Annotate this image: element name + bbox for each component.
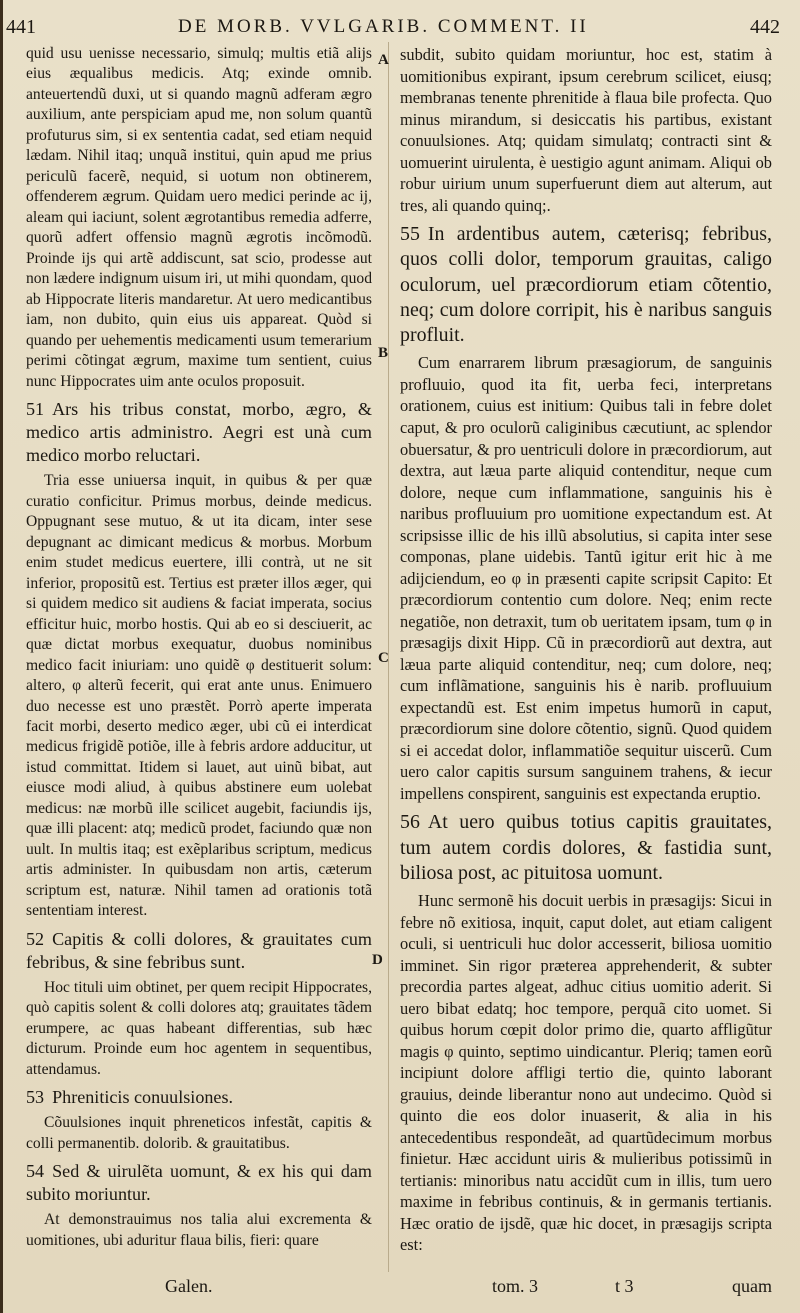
commentary-paragraph: Cõuulsiones inquit phreneticos infestãt, capitis & colli permanentib. dolorib. & grauitatibus. — [26, 1114, 372, 1152]
catchword-right: quam — [732, 1276, 772, 1296]
page-footer — [0, 1268, 800, 1308]
commentary-paragraph: Cum enarrarem librum præsagiorum, de sanguinis profluuio, quod ita fit, uerba feci, interpretans orationem, cuius est initium: Quibus tali in febre dolet caput, & pro oculorũ caliginibus cæcutiunt, ac splendor obuersatur, & pro uentriculi dolore in præcordiorum, aut dextra, aut læua parte aliquid contenditur, neque cum dolore, neque cum inflammatione, sanguinis his è naribus profluuium pro uomitione expectandum est. At scripsisse illic de his illũ absolutius, si capita inter sese componas, plane uidebis. Tantũ igitur erit hic à me adijciendum, eo φ in præsenti capite scripsit Capito: Et præcordiorum contentio cum dolore. Neq; enim recte negatiõe, non detraxit, tum ob ueritatem ipsam, tum φ in præsagijs dixit Hipp. Cũ in præcordiorũ aut dextra, aut læua parte aliquid contenditur, neq; cum dolore, neq; cum inflãmatione, sanguinis his è narib. profluuium expectandũ est. Est enim impetus humorũ in caput, præcordiorum sine dolore cõtentio, signũ. Quod quidem si ei accedat dolor, inflammatiõe sequitur uiscerũ. Cum uero calor capitis sursum sanguinem trahens, & iecur impellens conspirent, sanguinis est expectanda eruptio. — [400, 353, 772, 803]
aphorism-heading-55 — [400, 222, 772, 348]
commentary-paragraph: Tria esse uniuersa inquit, in quibus & per quæ curatio conficitur. Primus morbus, deinde medicus. Oppugnant sese mutuo, & ut ita dicam, inter sese depugnant ac dimicant medicus & morbus. Morbum enim studet medicus euertere, illi contrà, ut ne sit inferior, propositũ est. Tertius est præter illos æger, qui si quidem medico sit audiens & faciat imperata, socius efficitur huic, morbo hostis. Qui ab eo si desciuerit, ac quæ dictat morbus exequatur, duobus nominibus medico facit iniuriam: uno quidẽ φ destituerit solum: altero, φ alterũ fecerit, qui erat ante unus. Enimuero duo necesse est uno præstẽt. Porrò aperte imperata facit morbi, deserto medico æger, ubi cũ ei interdicat medicus frigidẽ potiõe, ille à febris ardore adducitur, ut istud committat. Itidem si lauet, aut uinũ bibat, aut eiusce modi aliud, à quibus abstinere eum uolebat medicus: næ morbũ ille scilicet augebit, faciundis ijs, quæ illi placent: atq; medicũ prodet, faciundo quæ non uult. In multis itaq; est exẽplaribus scriptum, medicus artis administer. In quibusdam non artis, cæterum scriptum est, naturæ. Nihil tamen ad orationis totã sententiam interest. — [26, 472, 372, 920]
aphorism-number: 52 — [26, 928, 45, 949]
commentary-paragraph: Hoc tituli uim obtinet, per quem recipit Hippocrates, quò capitis solent & colli dolores atq; grauitates tãdem erumpere, ac quas habeant differentias, sub hæc dicturum. Proinde eum hoc agentem in sequentibus, attendamus. — [26, 978, 372, 1078]
commentary-paragraph: Hunc sermonẽ his docuit uerbis in præsagijs: Sicui in febre nõ exitiosa, inquit, caput dolet, aut etiam caligent oculi, si uentriculi huc dolor accesserit, biliosa uomitio imminet. Sin rigor præterea apprehenderit, & subter precordia partes algeat, adhuc citius uomitio aderit. Si uero bibat edatq; hoc tempore, perquã cito uomet. Si quibus horum cœpit dolor primo die, quarto affligũtur magis φ quinto, septimo uindicantur. Pleriq; tamen eorũ incipiunt dolore affligi tertio die, quinto laborant grauius, deinde liberantur nono aut undecimo. Quòd si quinto die eos dolor inuaserit, & alia in his antecedentibus respondeãt, ad quartũdecimum morbus finietur. Hæc accidunt uiris & mulieribus potissimũ in tertianis: minoribus natu accidũt cum in illis, tum uero maxime in febribus continuis, & in germanis tertianis. Hæc oratio de ijsdẽ, quæ hic docet, in præsagijs scripta est: — [400, 891, 772, 1255]
aphorism-text: Phreniticis conuulsiones. — [52, 1087, 234, 1108]
commentary-paragraph: At demonstrauimus nos talia alui excrementa & uomitiones, ubi aduritur flaua bilis, fieri: quare — [26, 1211, 372, 1249]
aphorism-text: Sed & uirulẽta uomunt, & ex his qui dam subito moriuntur. — [26, 1161, 372, 1205]
margin-marker-a: A — [378, 52, 389, 68]
aphorism-number: 55 — [400, 223, 420, 246]
aphorism-number: 51 — [26, 399, 45, 420]
page-edge-shadow — [0, 0, 3, 1313]
right-column — [400, 44, 772, 1256]
aphorism-number: 54 — [26, 1161, 45, 1182]
running-title: DE MORB. VVLGARIB. COMMENT. II — [178, 16, 589, 37]
aphorism-number: 56 — [400, 811, 420, 834]
running-header — [0, 6, 800, 40]
margin-marker-b: B — [378, 345, 389, 361]
aphorism-text: Ars his tribus constat, morbo, ægro, & medico artis administro. Aegri est unà cum medico morbo reluctari. — [26, 399, 372, 466]
margin-marker-d: D — [372, 952, 383, 968]
paragraph-continuation: quid usu uenisse necessario, simulq; multis etiã alijs eius æqualibus medicis. Atq; exinde omnib. anteuertendũ duxi, ut si quando magnũ adferam ægro auxilium, ante perspiciam apud me, non solum quantũ profuturus sim, si ex sententia cadat, sed etiam nequid lædam. Nihil itaq; unquã institui, quin apud me prius periculũ facerẽ, nequid, si uotum non obtinerem, offenderem ægrum. Quidam uero medici perinde ac ij, aleam qui iaciunt, solent ægrotantibus remedia adferre, quorũ adfert offensio magnũ ægrotis incõmodũ. Proinde ijs qui artẽ addiscunt, sat scio, prodesse aut non lædere indignum uisum iri, ut mihi quondam, quod ab Hippocrate literis mandaretur. At uero medicantibus iam, non dubito, quin eius uis appareat. Quòd si quando per uehementis medicamenti usum temerarium perimi cõtingat ægrum, maxime tum sentient, cuius nunc Hippocrates uim ante oculos proposuit. — [26, 45, 372, 390]
catchword-left: Galen. — [165, 1276, 213, 1296]
page-number-right: 442 — [750, 16, 780, 38]
paragraph-continuation: subdit, subito quidam moriuntur, hoc est, statim à uomitionibus expirant, ipsum cerebrum scilicet, eiusq; membranas tenente phrenitide à flaua bile profecta. Quo minus mirandum, si desiccatis his partibus, existant conuulsiones. Atq; quidam simulatq; contracti sint & uomuerint uirulenta, è uestigio agunt animam. Aliqui ob robur uirium unum superfuerunt diem aut alterum, aut tres, ali quando quinq;. — [400, 45, 772, 215]
aphorism-heading-51 — [26, 398, 372, 467]
margin-marker-c: C — [378, 650, 389, 666]
volume-mark: tom. 3 — [492, 1276, 539, 1296]
aphorism-text: In ardentibus autem, cæterisq; febribus, quos colli dolor, temporum grauitas, caligo oculorum, uel præcordiorum etiam cõtentio, neq; cum dolore corripit, his è naribus sanguis profluit. — [400, 223, 772, 347]
aphorism-heading-54 — [26, 1160, 372, 1206]
left-column — [26, 44, 372, 1251]
aphorism-heading-52 — [26, 928, 372, 974]
aphorism-number: 53 — [26, 1087, 45, 1108]
aphorism-text: At uero quibus totius capitis grauitates, tum autem cordis dolores, & fastidia sunt, biliosa post, ac pituitosa uomunt. — [400, 811, 772, 884]
aphorism-heading-53 — [26, 1086, 372, 1109]
page-number-left: 441 — [6, 16, 36, 38]
aphorism-heading-56 — [400, 810, 772, 886]
aphorism-text: Capitis & colli dolores, & grauitates cum febribus, & sine febribus sunt. — [26, 928, 372, 972]
signature-mark: t 3 — [615, 1276, 634, 1296]
